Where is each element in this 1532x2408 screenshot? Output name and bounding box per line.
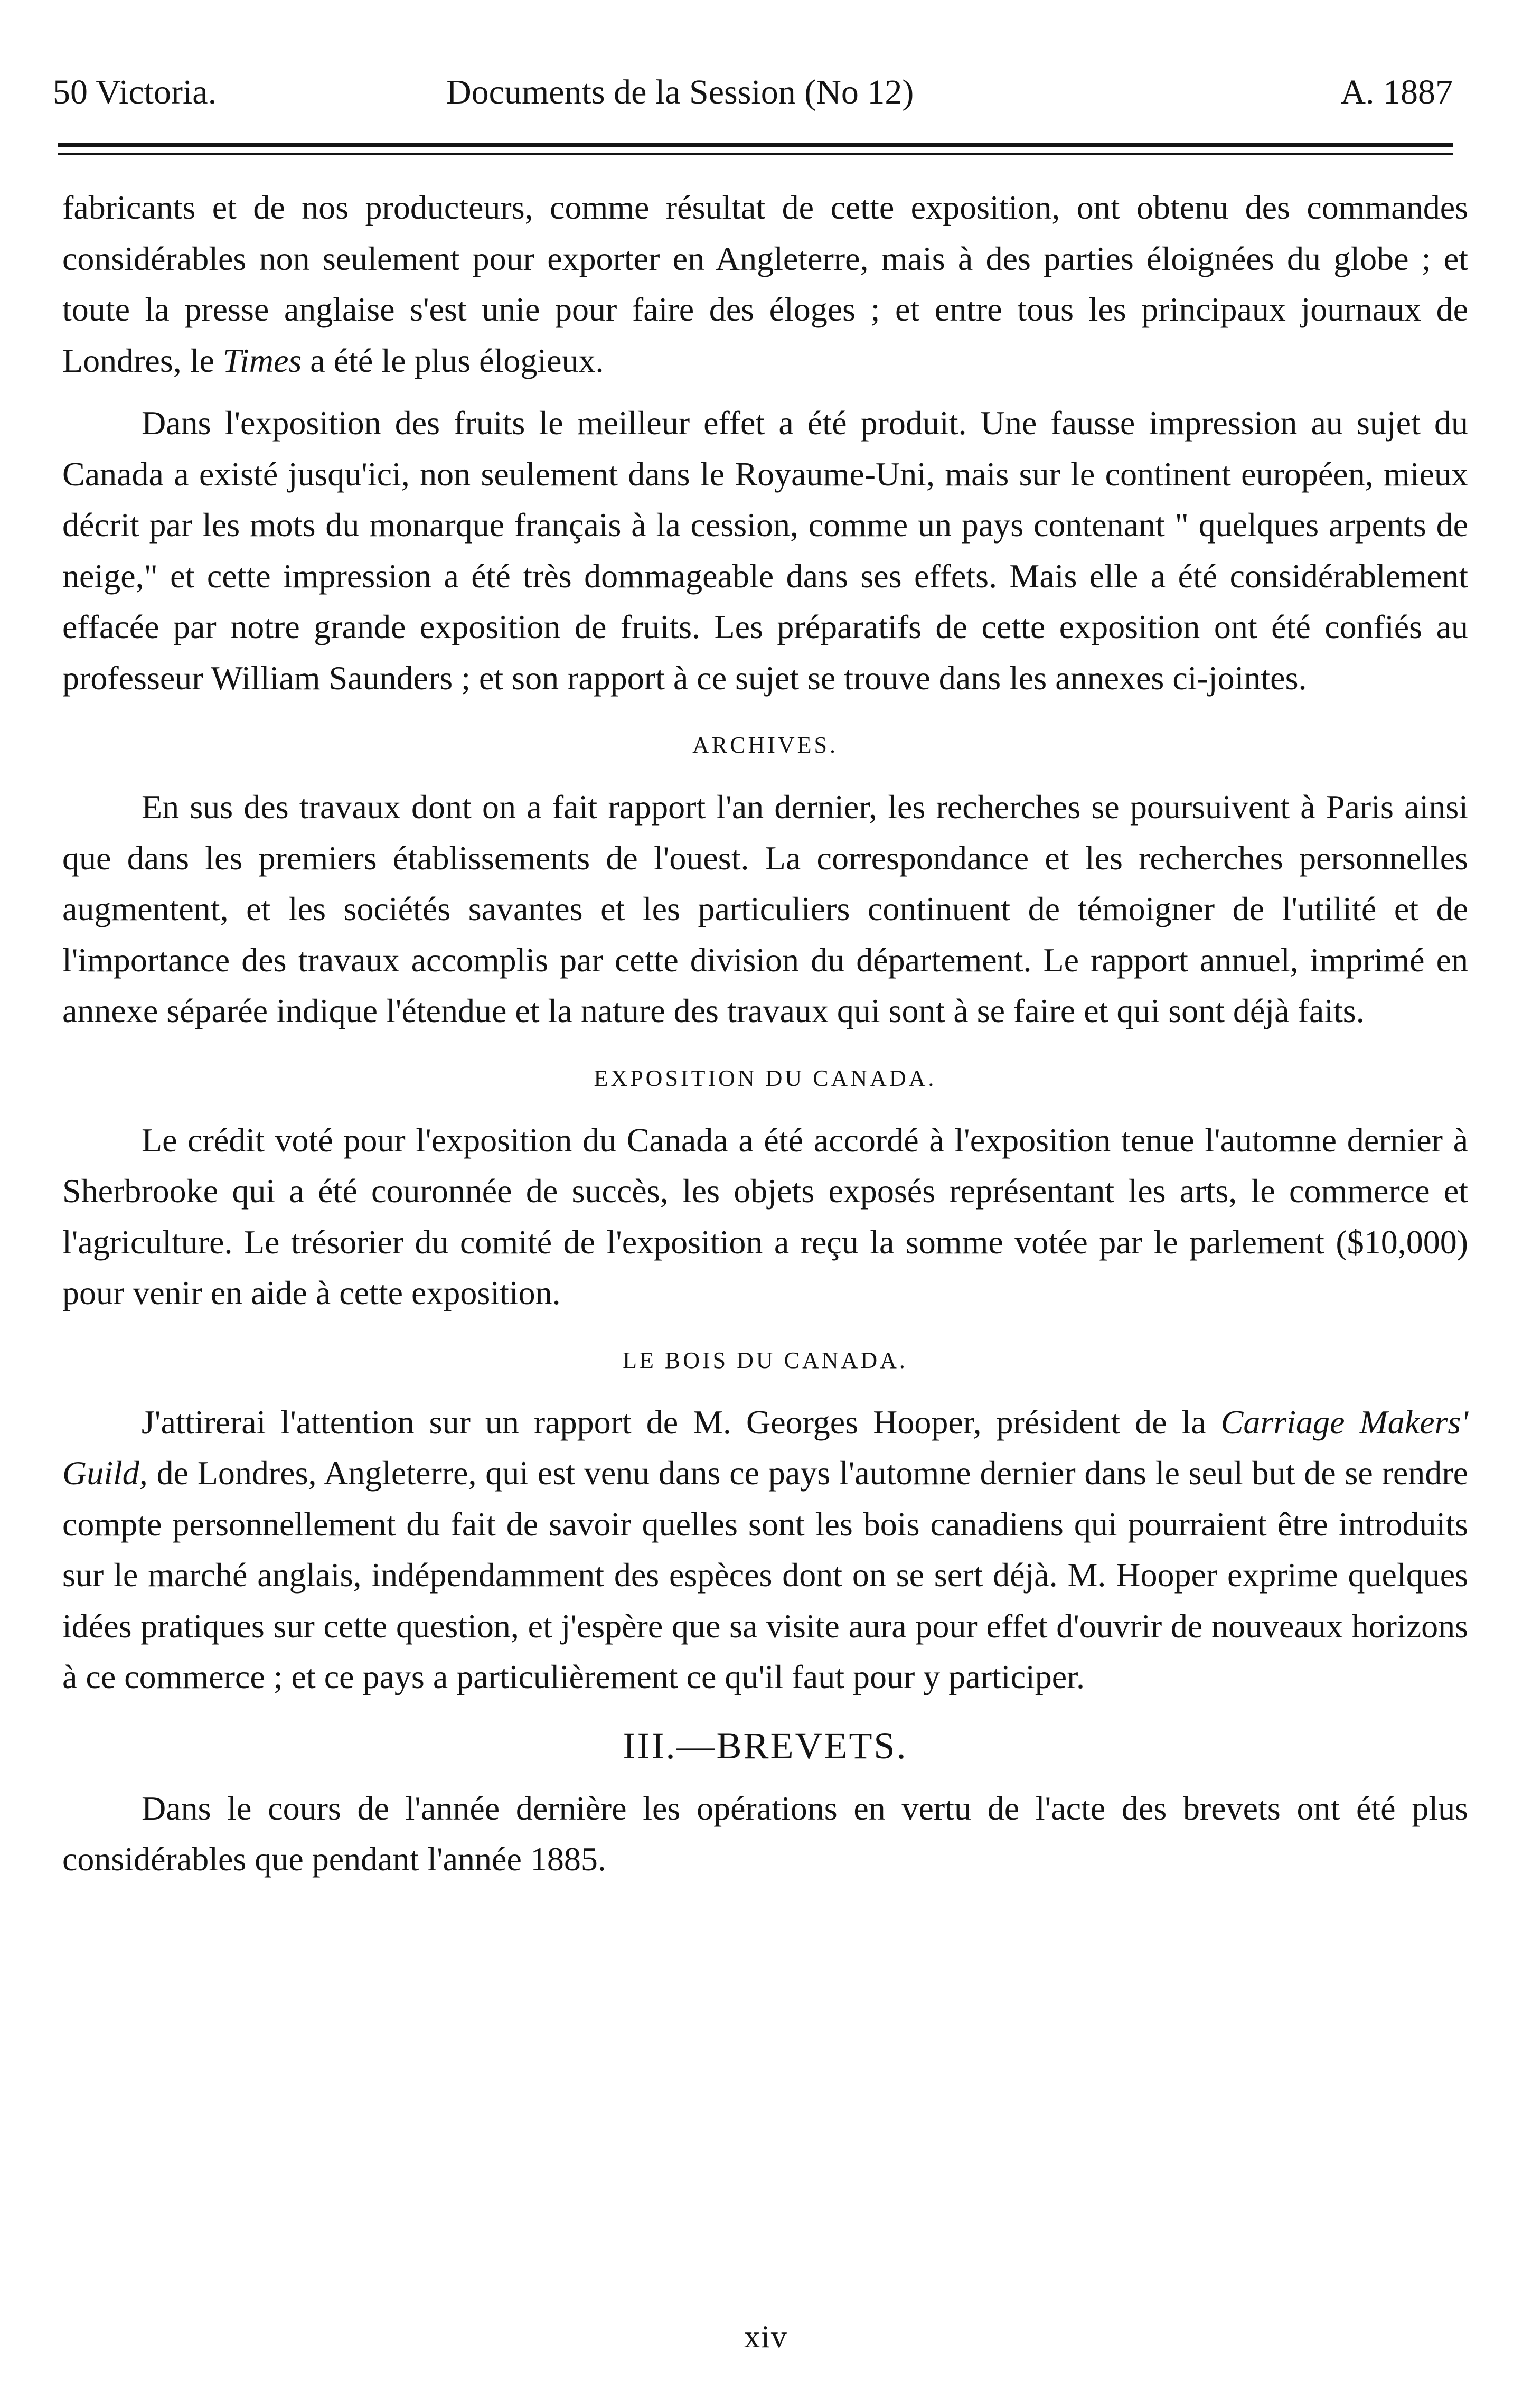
body-text	[62, 182, 1468, 1885]
header-volume: 50 Victoria.	[53, 73, 217, 111]
section-heading-exposition: EXPOSITION DU CANADA.	[594, 1065, 937, 1091]
paragraph-fruit-exhibition: Dans l'exposition des fruits le meilleur effet a été produit. Une fausse impression au sujet du Canada a existé jusqu'ici, non seulement dans le Royaume-Uni, mais sur le continent européen, mieux décrit par les mots du monarque français à la cession, comme un pays contenant " quelques arpents de neige," et cette impression a été très dommageable dans ses effets. Mais elle a été considérablement effacée par notre grande exposition de fruits. Les préparatifs de cette exposition ont été confiés au professeur William Saunders ; et son rapport à ce sujet se trouve dans les annexes ci-jointes.	[62, 404, 1468, 697]
paragraph-continuation	[62, 182, 1468, 386]
paragraph-bois	[62, 1397, 1468, 1703]
italic-guild-name: Carriage Makers' Guild,	[62, 1403, 1469, 1492]
header-rule-thin	[58, 153, 1453, 155]
paragraph-brevets: Dans le cours de l'année dernière les opérations en vertu de l'acte des brevets ont été plus considérables que pendant l'année 1885.	[62, 1789, 1468, 1878]
page-number: xiv	[744, 2319, 788, 2354]
paragraph-text: de Londres, Angleterre, qui est venu dans ce pays l'automne dernier dans le seul but de se rendre compte personnellement du fait de savoir quelles sont les bois canadiens qui pourraient être introduits sur le marché anglais, indépendamment des espèces dont on se sert déjà. M. Hooper exprime quelques idées pratiques sur cette question, et j'espère que sa visite aura pour effet d'ouvrir de nouveaux horizons à ce commerce ; et ce pays a particulièrement ce qu'il faut pour y participer.	[62, 1454, 1469, 1695]
paragraph-text: a été le plus élogieux.	[310, 341, 604, 379]
header-rule-thick	[58, 143, 1453, 147]
paragraph-archives: En sus des travaux dont on a fait rapport l'an dernier, les recherches se poursuivent à Paris ainsi que dans les premiers établissements de l'ouest. La correspondance et les recherches personnelles augmentent, et les sociétés savantes et les particuliers continuent de témoigner de l'utilité et de l'importance des travaux accomplis par cette division du département. Le rapport annuel, imprimé en annexe séparée indique l'étendue et la nature des travaux qui sont à se faire et qui sont déjà faits.	[62, 788, 1468, 1029]
running-header	[53, 63, 1453, 121]
section-heading-brevets: III.—BREVETS.	[623, 1724, 908, 1767]
paragraph-text: J'attirerai l'attention sur un rapport de M. Georges Hooper, président de la	[142, 1403, 1206, 1441]
paragraph-text: fabricants et de nos producteurs, comme résultat de cette exposition, ont obtenu des commandes considérables non seulement pour exporter en Angleterre, mais à des parties éloignées du globe ; et toute la presse anglaise s'est unie pour faire des éloges ; et entre tous les principaux journaux de Londres, le	[62, 189, 1468, 379]
section-heading-bois: LE BOIS DU CANADA.	[623, 1347, 908, 1373]
header-title: Documents de la Session (No 12)	[446, 73, 914, 111]
paragraph-exposition: Le crédit voté pour l'exposition du Canada a été accordé à l'exposition tenue l'automne dernier à Sherbrooke qui a été couronnée de succès, les objets exposés représentant les arts, le commerce et l'agriculture. Le trésorier du comité de l'exposition a reçu la somme votée par le parlement ($10,000) pour venir en aide à cette exposition.	[62, 1121, 1468, 1311]
header-year: A. 1887	[1340, 73, 1453, 111]
section-heading-archives: ARCHIVES.	[692, 732, 839, 758]
italic-times: Times	[222, 341, 302, 379]
